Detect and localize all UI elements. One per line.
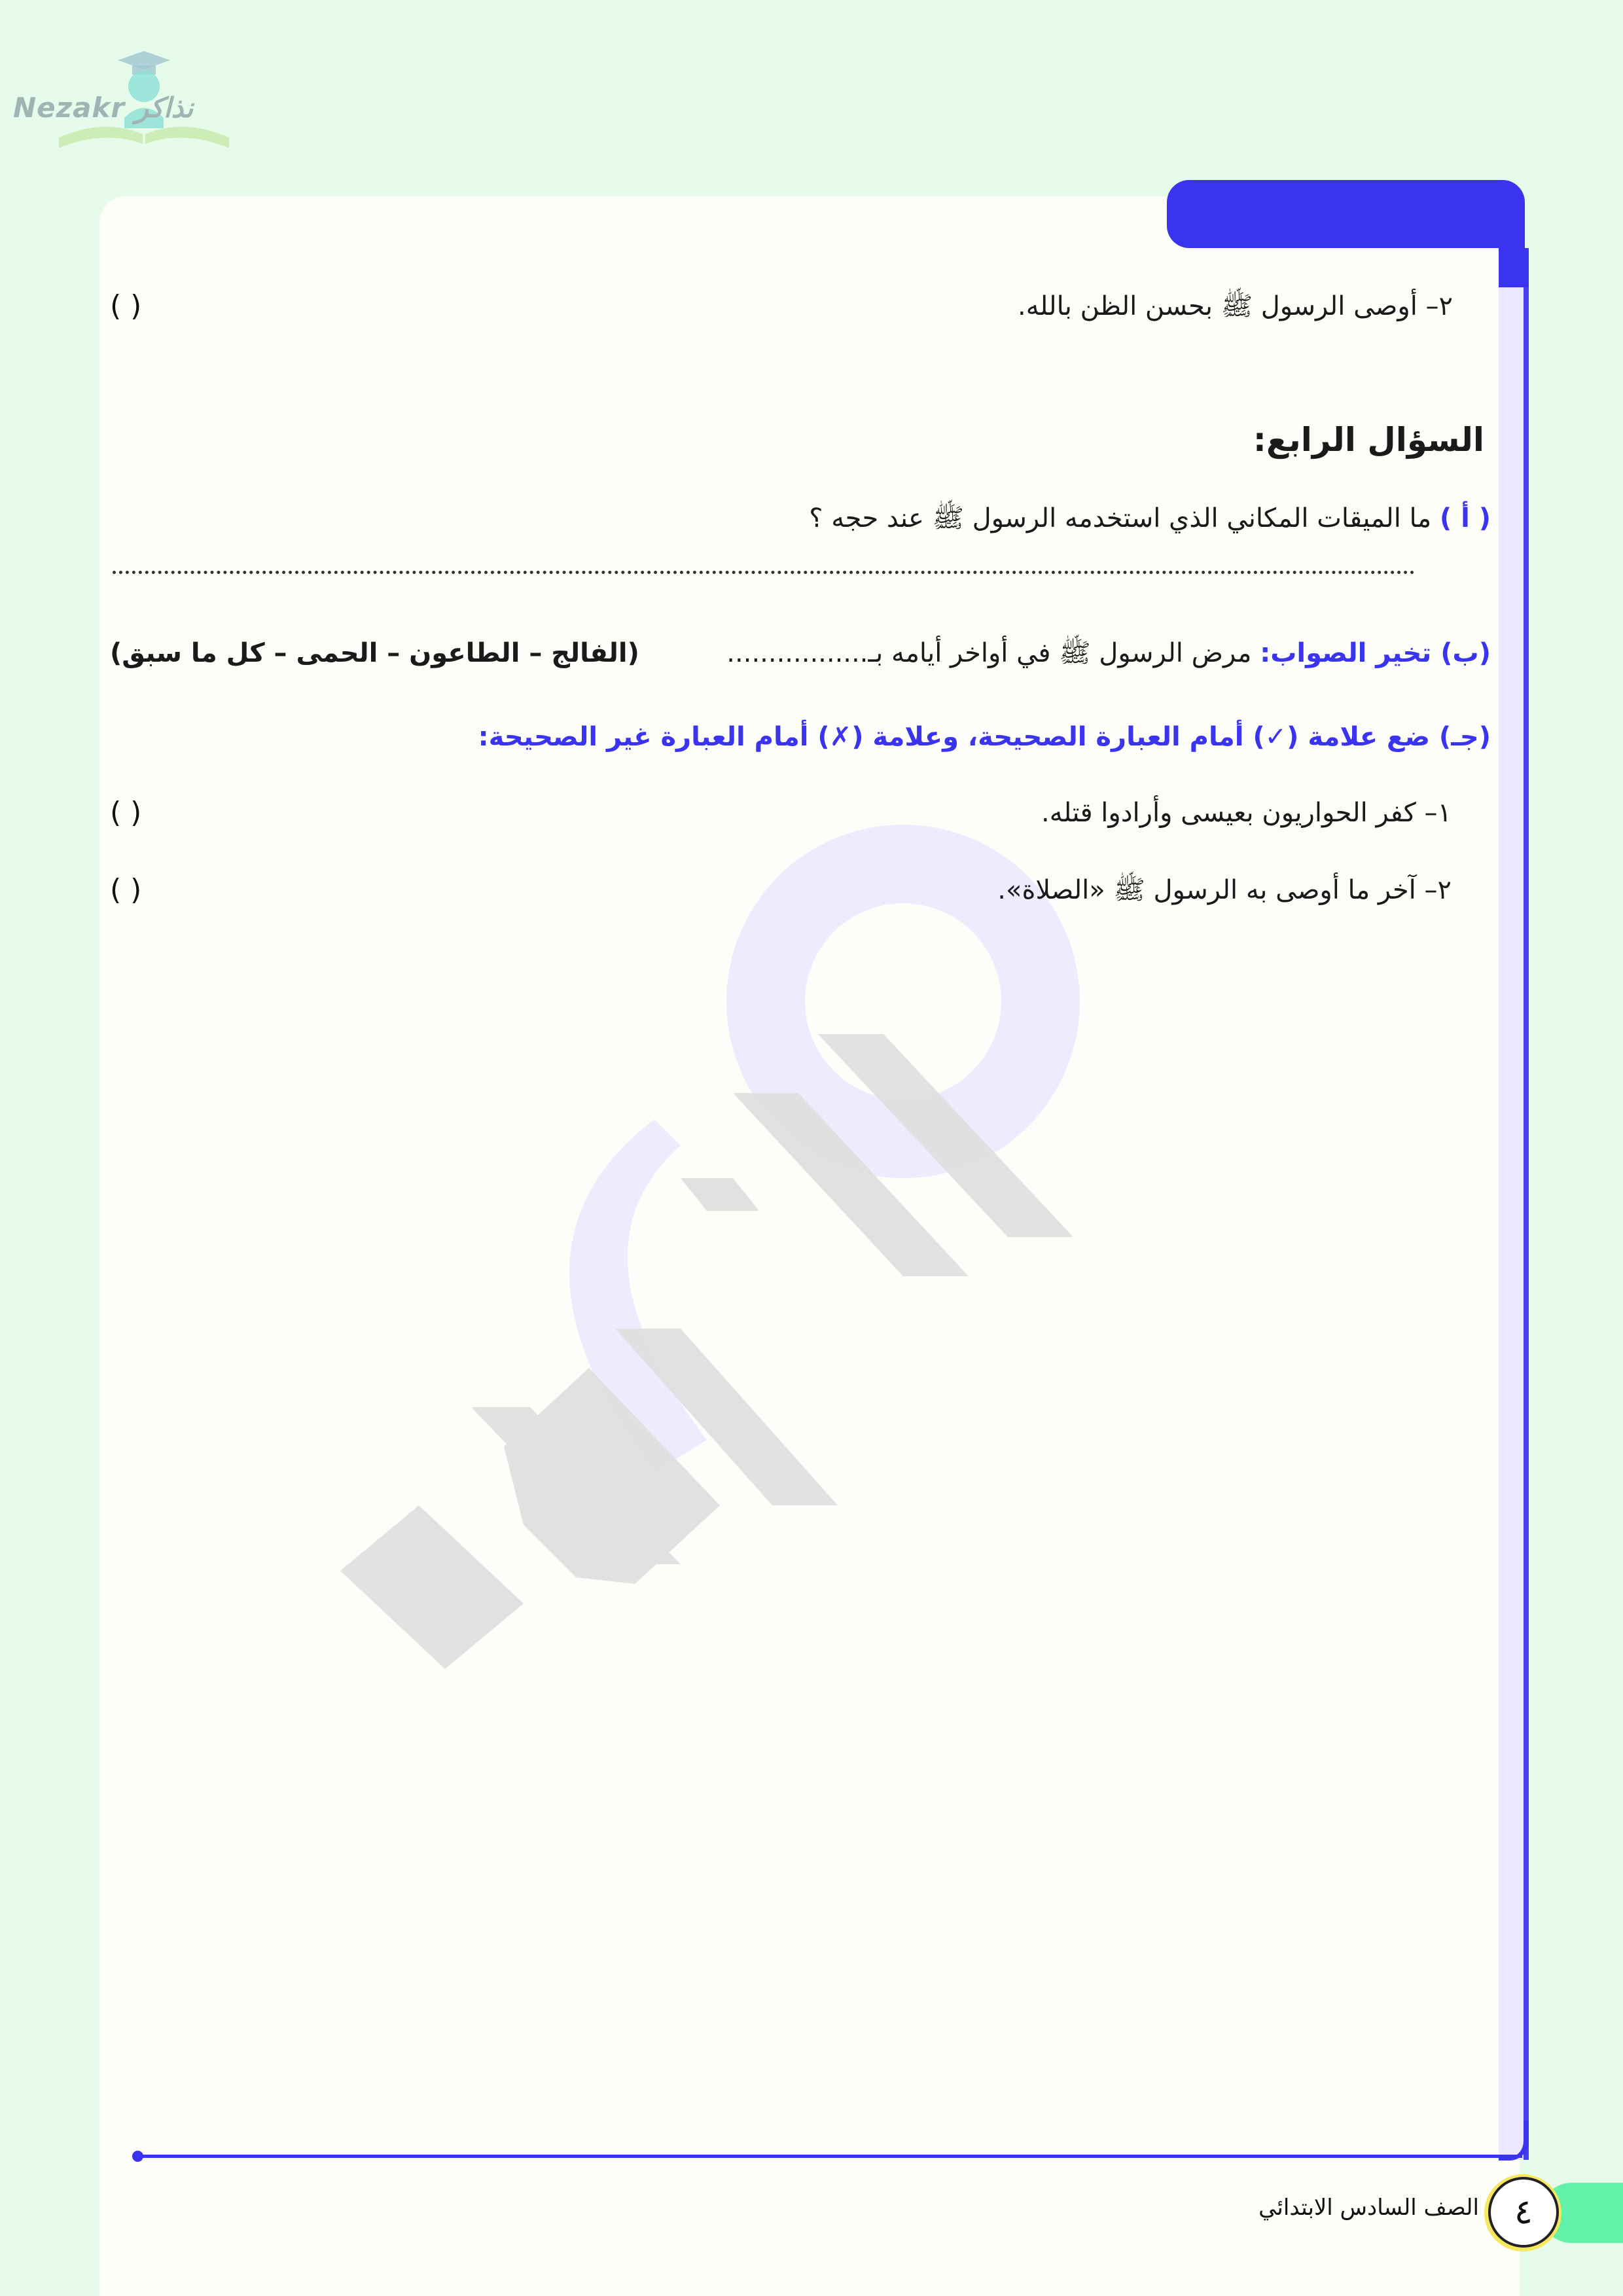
question-four-heading: السؤال الرابع: [1253,421,1484,459]
bottom-rule-dot [132,2151,143,2162]
q3-item-2: ٢– أوصى الرسول ﷺ بحسن الظن بالله. [1018,291,1453,321]
q4-b-question [726,634,1491,673]
tab-curve [1499,248,1529,287]
q4-b-choices: (الفالج – الطاعون – الحمى – كل ما سبق) [110,638,639,668]
q4-b-text[interactable]: مرض الرسول ﷺ في أواخر أيامه بـ................. [726,638,1252,668]
right-frame [1499,249,1529,2160]
header-tab [1167,180,1525,248]
q4-a-text: ما الميقات المكاني الذي استخدمه الرسول ﷺ عند حجه ؟ [809,503,1432,533]
answer-bracket-q4-c-2[interactable]: ( ) [110,873,142,906]
grade-label: الصف السادس الابتدائي [1258,2195,1479,2221]
q4-a-label: ( أ ) [1439,503,1491,533]
page-number: ٤ [1488,2177,1559,2248]
q4-c-item-2: ٢– آخر ما أوصى به الرسول ﷺ «الصلاة». [997,875,1452,905]
q4-b-label: (ب) تخير الصواب: [1260,638,1491,668]
answer-bracket-q3-2[interactable]: ( ) [110,289,142,323]
q4-c-instruction: (جـ) ضع علامة (✓) أمام العبارة الصحيحة، وعلامة (✗) أمام العبارة غير الصحيحة: [478,722,1491,752]
q4-a-question [809,499,1491,538]
answer-dotted-line[interactable] [113,571,1415,574]
q4-c-item-1: ١– كفر الحواريون بعيسى وأرادوا قتله. [1041,798,1452,828]
bottom-rule [136,2155,1522,2158]
answer-bracket-q4-c-1[interactable]: ( ) [110,796,142,829]
logo-text: Nezakr نذاكر [13,92,194,124]
